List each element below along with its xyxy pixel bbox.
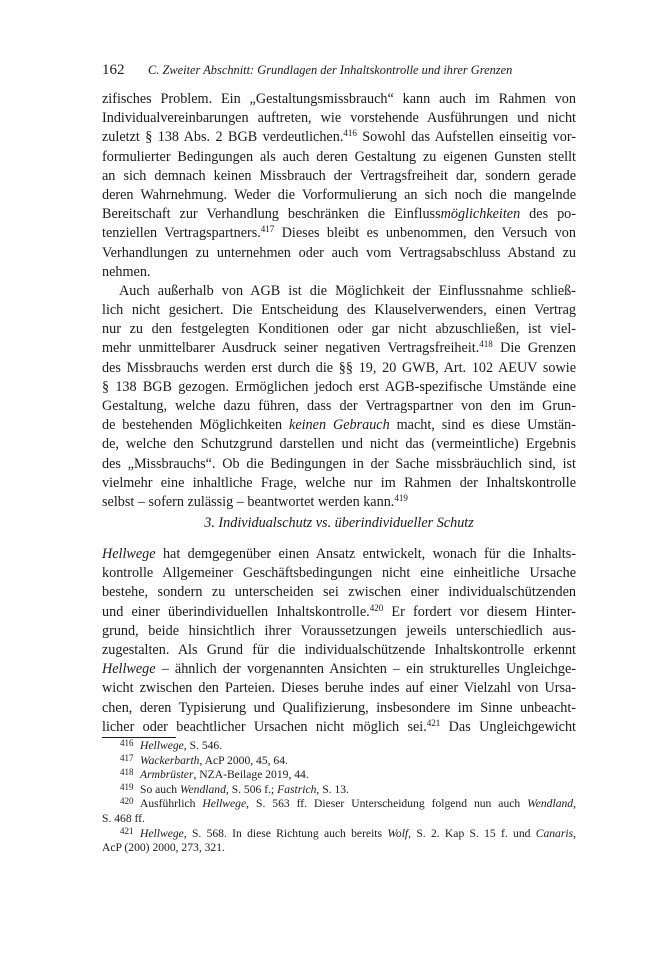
text-line [102,679,576,698]
text-span: Gestaltung, welche dazu führen, dass der Vertragspartner von den im Grun- [102,398,576,414]
text-line [102,699,576,718]
footnote-text: AcP (200) 2000, 273, 321. [102,841,225,855]
text-line [102,205,576,224]
footnote-text: , [573,797,576,811]
footnote-ref[interactable]: 421 [426,717,441,728]
footnote-418: 418 Armbrüster, NZA-Beilage 2019, 44. [120,767,309,782]
text-span: licher oder beachtlicher Ursachen nicht möglich sei. [102,718,427,735]
footnote-text: Ausführlich [140,797,203,811]
author-name: Hellwege [102,661,156,678]
text-span: des po- [520,206,576,223]
text-span: de, welche den Schutzgrund darstellen und nicht das (vermeintliche) Ergebnis [102,436,576,453]
author-name: Wendland [179,782,226,796]
footnote-text: , [573,826,576,840]
text-span: bestehe, sondern zu unterscheiden sei zwischen einer individualschützenden [102,584,576,601]
footnote-text: So auch [140,782,180,796]
text-span: deren Wahrnehmung. Weder die Vorformulierung an sich noch die mangelnde [102,186,576,203]
text-span: macht, sind es diese Umstän- [389,417,576,434]
text-line [102,244,576,263]
text-line [102,583,576,602]
footnote-417: 417 Wackerbarth, AcP 2000, 45, 64. [120,752,288,767]
footnote-text: , S. 563 ff. Dieser Unterscheidung folgend nun auch [246,797,528,811]
text-span: Auch außerhalb von AGB ist die Möglichkeit der Einflussnahme schließ- [119,282,576,299]
footnote-text: , AcP 2000, 45, 64. [199,753,288,767]
text-line [102,167,576,186]
text-line [102,397,576,416]
text-span: zuletzt § 138 Abs. 2 BGB verdeutlichen. [102,129,344,146]
body-text-upper [102,90,576,512]
text-line [102,564,576,583]
footnote-420-cont [102,812,576,827]
text-span: tenziellen Vertragspartners. [102,225,261,242]
text-line [102,545,576,564]
text-span: zugestalten. Als Grund für die individualschützende Inhaltskontrolle erkennt [102,641,576,658]
text-line [102,435,576,454]
text-span: und einer überindividuellen Inhaltskontrolle. [102,603,370,620]
text-line [102,718,576,737]
footnote-text: , S. 2. Kap S. 15 f. und [408,826,536,840]
text-line [102,641,576,660]
text-line [102,320,576,339]
text-line [102,186,576,205]
text-line [102,493,576,512]
section-heading: 3. Individualschutz vs. überindividueller Schutz [204,515,474,531]
text-line [102,148,576,167]
text-span: Dieses bleibt es unbenommen, den Versuch von [274,225,576,242]
author-name: Hellwege [102,546,156,562]
author-name: Wendland [527,797,574,811]
author-name: Fastrich [277,782,317,796]
text-span: vielmehr eine inhaltliche Frage, welche nur im Rahmen der Inhaltskontrolle [102,474,576,491]
text-line [102,660,576,679]
footnote-ref[interactable]: 417 [260,224,275,235]
text-span: § 138 BGB gezogen. Ermöglichen jedoch erst AGB-spezifische Umstände eine [102,378,576,395]
text-span: Er fordert vor diesem Hinter- [383,603,576,620]
text-line [102,109,576,128]
text-line [102,263,576,282]
text-span: kontrolle Allgemeiner Geschäftsbedingungen nicht eine einheitliche Ursache [102,565,576,582]
text-span: nur zu den festgelegten Konditionen oder gar nicht abzuschließen, ist viel- [102,321,576,338]
text-span: Verhandlungen zu unternehmen oder auch vom Vertragsabschluss Abstand zu [102,244,576,261]
text-line [102,301,576,320]
running-header [102,59,576,81]
text-span: mehr unmittelbarer Ausdruck seiner negativen Vertragsfreiheit. [102,340,480,357]
text-line [102,603,576,622]
footnote-text: , S. 568. In diese Richtung auch bereits [183,826,388,840]
text-line [102,474,576,493]
author-name: Canaris [535,826,574,840]
text-line [102,282,576,301]
text-span: Bereitschaft zur Verhandlung beschränken die Einfluss [102,206,441,223]
text-line [102,416,576,435]
footnote-text: , NZA-Beilage 2019, 44. [193,768,309,782]
text-span: grund, beide hinsichtlich ihrer Voraussetzungen jeweils unterschiedlich aus- [102,622,576,639]
emphasis: möglichkeiten [440,206,521,223]
text-span: Die Grenzen [492,340,576,357]
footnote-ref[interactable]: 420 [369,602,384,613]
footnote-420: 420 Ausführlich Hellwege, S. 563 ff. Dieser Unterscheidung folgend nun auch Wendland, [120,796,576,811]
footnote-421: 421 Hellwege, S. 568. In diese Richtung auch bereits Wolf, S. 2. Kap S. 15 f. und Canaris, [120,825,576,840]
running-title: C. Zweiter Abschnitt: Grundlagen der Inhaltskontrolle und ihrer Grenzen [148,63,513,77]
text-span: de bestehenden Möglichkeiten [102,417,290,434]
text-span: lich nicht gesichert. Die Entscheidung des Klauselverwenders, einen Vertrag [102,302,576,319]
text-span: Individualvereinbarungen auftreten, wie vorstehende Ausführungen und nicht [102,110,576,127]
text-line [102,455,576,474]
author-name: Hellwege [140,739,184,752]
text-span: an sich demnach keinen Missbrauch der Vertragsfreiheit dar, sondern gerade [102,167,576,184]
text-span: des Missbrauchs werden erst durch die §§ 19, 20 GWB, Art. 102 AEUV sowie [102,359,576,376]
footnote-421-cont [102,841,576,856]
text-line [102,378,576,397]
footnote-419: 419 So auch Wendland, S. 506 f.; Fastrich, S. 13. [120,781,349,796]
footnote-416: 416 Hellwege, S. 546. [120,738,223,752]
text-span: selbst – sofern zulässig – beantwortet werden kann. [102,493,395,510]
footnotes [102,739,576,856]
emphasis: keinen Gebrauch [289,417,390,434]
author-name: Wackerbarth [140,753,200,767]
text-span: Das Ungleichgewicht [440,718,576,735]
footnote-ref[interactable]: 419 [394,492,408,503]
text-span: des „Missbrauchs“. Ob die Bedingungen in der Sache missbräuchlich sind, ist [102,455,576,472]
footnote-text: , S. 546. [183,739,223,752]
text-line [102,622,576,641]
page-number: 162 [102,62,125,78]
footnote-ref[interactable]: 418 [479,339,493,350]
text-line [102,339,576,358]
footnote-text: , S. 506 f.; [225,782,278,796]
text-span: hat demgegenüber einen Ansatz entwickelt, wonach für die Inhalts- [155,546,576,562]
text-line [102,90,576,109]
footnote-text: S. 468 ff. [102,811,145,825]
body-text-lower [102,545,576,737]
text-span: chen, deren Typisierung und Qualifizierung, insbesondere im Sinne unbeacht- [102,699,576,716]
footnote-ref[interactable]: 416 [343,128,357,139]
author-name: Hellwege [202,797,247,811]
author-name: Wolf [387,826,409,840]
text-line [102,359,576,378]
text-span: zifisches Problem. Ein „Gestaltungsmissbrauch“ kann auch im Rahmen von [102,91,576,107]
text-span: formulierter Bedingungen als auch deren Gestaltung zu eigenen Gunsten stellt [102,148,576,165]
text-line [102,128,576,147]
text-span: wicht zwischen den Parteien. Dieses beruhe indes auf einer Vielzahl von Ursa- [102,680,576,697]
footnote-text: , S. 13. [316,782,349,796]
text-span: nehmen. [102,263,151,280]
footnote-divider [102,737,176,738]
text-line [102,224,576,243]
author-name: Hellwege [140,826,184,840]
author-name: Armbrüster [140,768,194,782]
text-span: – ähnlich der vorgenannten Ansichten – ein strukturelles Ungleichge- [155,661,576,678]
text-span: Sowohl das Aufstellen einseitig vor- [356,129,576,146]
